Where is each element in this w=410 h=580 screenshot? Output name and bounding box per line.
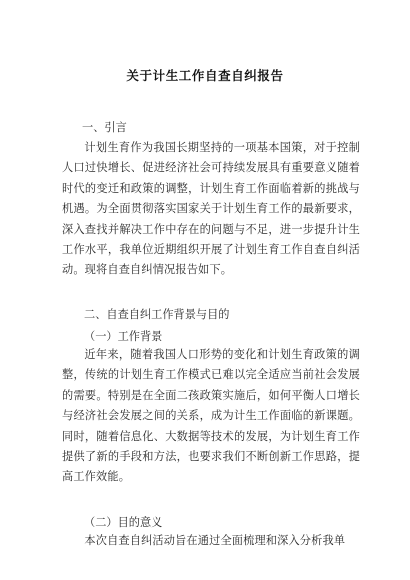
introduction-paragraph: 计划生育作为我国长期坚持的一项基本国策，对于控制人口过快增长、促进经济社会可持续发展具有重要意义随着时代的变迁和政策的调整，计划生育工作面临着新的挑战与机遇。为全面贯彻落实国家关于计划生育工作的最新要求，深入查找并解决工作中存在的问题与不足，进一步提升计生工作水平，我单位近期组织开展了计划生育工作自查自纠活动。现将自查自纠情况报告如下。 — [62, 141, 360, 277]
subsection-heading-background: （一）工作背景 — [84, 330, 163, 343]
purpose-paragraph: 本次自查自纠活动旨在通过全面梳理和深入分析我单 — [84, 534, 346, 547]
section-heading-background-purpose: 二、自查自纠工作背景与目的 — [84, 308, 230, 321]
background-paragraph: 近年来，随着我国人口形势的变化和计划生育政策的调整，传统的计划生育工作模式已难以完全适应当前社会发展的需要。特别是在全面二孩政策实施后，如何平衡人口增长与经济社会发展之间的关系，成为计生工作面临的新课题。同时，随着信息化、大数据等技术的发展，为计划生育工作提供了新的手段和方法，也要求我们不断创新工作思路，提高工作效能。 — [62, 348, 360, 484]
subsection-heading-purpose: （二）目的意义 — [84, 516, 163, 529]
section-heading-introduction: 一、引言 — [82, 121, 127, 134]
document-title: 关于计生工作自查自纠报告 — [126, 68, 284, 83]
